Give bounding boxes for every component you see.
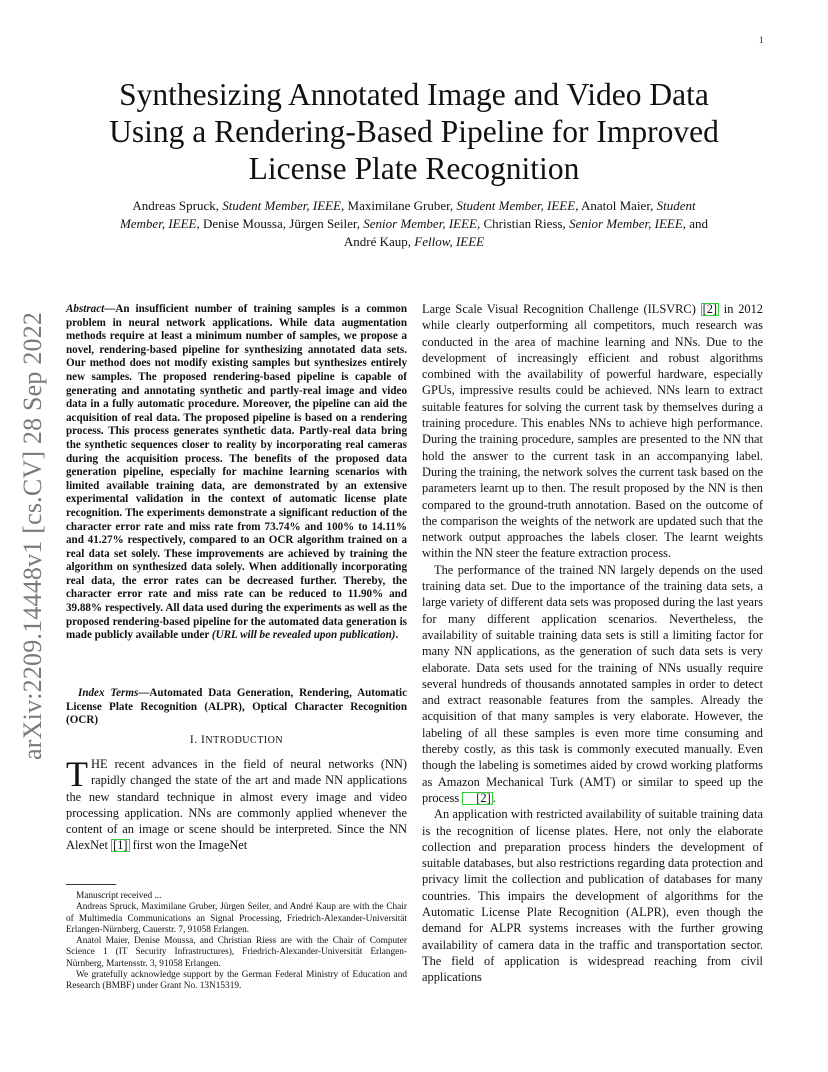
footnotes (66, 891, 407, 993)
drop-cap: T (66, 754, 88, 794)
right-column (422, 301, 763, 985)
footnote: Andreas Spruck, Maximilane Gruber, Jürgen Seiler, and André Kaup are with the Chair of Multimedia Communications an Signal Processing, Friedrich-Alexander-Universität Erlangen-Nürnberg, Cauerstr. 7, 91058 Erlangen. (66, 902, 407, 935)
body-paragraph (422, 562, 763, 806)
paper-title (60, 76, 768, 187)
abstract (66, 303, 407, 643)
page-number: 1 (759, 35, 764, 45)
abstract-url-note: (URL will be revealed upon publication) (211, 629, 396, 642)
citation-link[interactable]: [2] (702, 302, 718, 316)
index-terms-label: Index Terms (78, 687, 139, 699)
footnote-divider (66, 884, 116, 885)
author-role: Student (656, 198, 696, 213)
index-terms (66, 687, 407, 728)
author-name: Andreas Spruck, (132, 198, 223, 213)
author-name: Maximilane Gruber, (344, 198, 457, 213)
body-paragraph (422, 301, 763, 562)
footnote: We gratefully acknowledge support by the German Federal Ministry of Education and Research (BMBF) under Grant No. 13N15319. (66, 970, 407, 992)
body-text: in 2012 while clearly outperforming all competitors, much research was conducted in the area of machine learning and NNs. Due to the development of increasingly efficient and robust algorithms combined with the availability of powerful hardware, especially GPUs, impressive results could be achieved. NNs learn to extract suitable features for solving the current task by themselves during a training procedure. This enables NNs to achieve high performance. During the training procedure, samples are presented to the NN that hold the answer to the current task in an accompanying label. During the training, the network solves the current task based on the parameters learnt up to then. The result proposed by the NN is then compared to the ground-truth annotation. Based on the outcome of the comparison the weights of the network are updated such that the network output approaches the labels closer. The learnt weights within the NN steer the feature extraction process. (422, 302, 763, 561)
arxiv-identifier: arXiv:2209.14448v1 [cs.CV] 28 Sep 2022 (18, 311, 47, 760)
citation-link[interactable]: [1] (113, 838, 128, 853)
title-line: Using a Rendering-Based Pipeline for Improved (109, 114, 719, 149)
section-title-first: I (201, 734, 206, 746)
abstract-body: —An insufficient number of training samples is a common problem in neural network applications. While data augmentation methods require at least a minimum number of samples, we propose a novel, rendering-based pipeline for synthesizing annotated data sets. Our method does not modify existing samples but synthesizes entirely new samples. The proposed rendering-based pipeline is capable of generating and annotating synthetic and partly-real image and video data in a fully automatic procedure. Moreover, the pipeline can aid the acquisition of real data. The proposed pipeline is based on a rendering process. This process generates synthetic data. Partly-real data bring the synthetic sequences closer to reality by incorporating real cameras during the acquisition process. The benefits of the proposed data generation pipeline, especially for machine learning scenarios with limited available training data, are demonstrated by an extensive experimental validation in the context of automatic license plate recognition. The experiments demonstrate a significant reduction of the character error rate and miss rate from 73.74% and 100% to 14.11% and 41.27% respectively, compared to an OCR algorithm trained on a real data set solely. These improvements are achieved by training the algorithm on synthesized data solely. When additionally incorporating real data, the error rates can be decreased further. Thereby, the character error rate and miss rate can be reduced to 11.90% and 39.88% respectively. All data used during the experiments as well as the proposed rendering-based pipeline for the automated data generation is made publicly available under (66, 303, 407, 642)
section-title-rest: NTRODUCTION (205, 735, 284, 746)
author-line (60, 197, 768, 215)
intro-paragraph (66, 756, 407, 854)
author-line (60, 215, 768, 233)
index-terms-body: —Automated Data Generation, Rendering, Automatic License Plate Recognition (ALPR), Optical Character Recognition (OCR) (66, 687, 407, 727)
body-paragraph: An application with restricted availability of suitable training data is the recognition of license plates. Here, not only the elaborate collection and preparation process hinders the development of suitable databases, but also restrictions regarding data protection and privacy limit the collection and publication of databases for many countries. This impairs the development of algorithms for the Automatic License Plate Recognition (ALPR), even though the demand for ALPR systems increases with the further growing availability of camera data in the traffic and transportation sector. The field of application is widespread reaching from civil applications (422, 807, 763, 985)
body-text: Large Scale Visual Recognition Challenge (ILSVRC) (422, 302, 701, 316)
author-name: Denise Moussa, Jürgen Seiler, (199, 216, 364, 231)
section-heading (66, 734, 407, 746)
abstract-end: . (395, 629, 399, 642)
author-role: Fellow, IEEE (414, 234, 485, 249)
footnote: Manuscript received ... (76, 891, 162, 901)
author-name: Anatol Maier, (578, 198, 657, 213)
title-line: Synthesizing Annotated Image and Video Data (119, 77, 709, 112)
author-role: Student Member, IEEE, (222, 198, 345, 213)
body-text: The performance of the trained NN largely depends on the used training data set. Due to the importance of the training data sets, a large variety of different data sets was proposed during the last years for many different application scenarios. Nevertheless, the availability of suitable training data sets is still a limiting factor for many NN applications, as the generation of such data sets is very elaborate. Data sets used for the training of NNs usually require several hundreds of thousands annotated samples in order to detect and extract reasonable features from the samples. Already the acquisition of that many samples is very elaborate. However, the labeling of all these samples is even more time consuming and thereby costly, as this task is commonly executed manually. Even though the labeling is sometimes aided by crowd working platforms as Amazon Mechanical Turk (AMT) or similar to speed up the process (422, 562, 763, 805)
author-role: Member, IEEE, (119, 216, 200, 231)
abstract-label: Abstract (66, 303, 105, 315)
author-role: Senior Member, IEEE, (363, 216, 481, 231)
author-role: Student Member, IEEE, (456, 198, 579, 213)
author-name: Christian Riess, (480, 216, 570, 231)
section-number: I. (189, 734, 202, 746)
footnote: Anatol Maier, Denise Moussa, and Christian Riess are with the Chair of Computer Science 1 (IT Security Infrastructures), Friedrich-Alexander-Universität Erlangen-Nürnberg, Martensstr. 3, 91058 Erlangen. (66, 936, 407, 969)
citation-link[interactable]: [2] (462, 792, 492, 805)
title-line: License Plate Recognition (248, 151, 580, 186)
intro-text: HE recent advances in the field of neural networks (NN) rapidly changed the state of the art and made NN applications the new standard technique in almost every image and video processing application. NNs are commonly applied whenever the content of an image or scene should be interpreted. Since the NN AlexNet (66, 757, 407, 853)
intro-text: first won the ImageNet (129, 838, 248, 853)
author-list (60, 197, 768, 251)
body-text: . (492, 790, 496, 805)
author-line (60, 233, 768, 251)
author-name: André Kaup, (343, 234, 415, 249)
author-name: and (686, 216, 709, 231)
author-role: Senior Member, IEEE, (569, 216, 687, 231)
